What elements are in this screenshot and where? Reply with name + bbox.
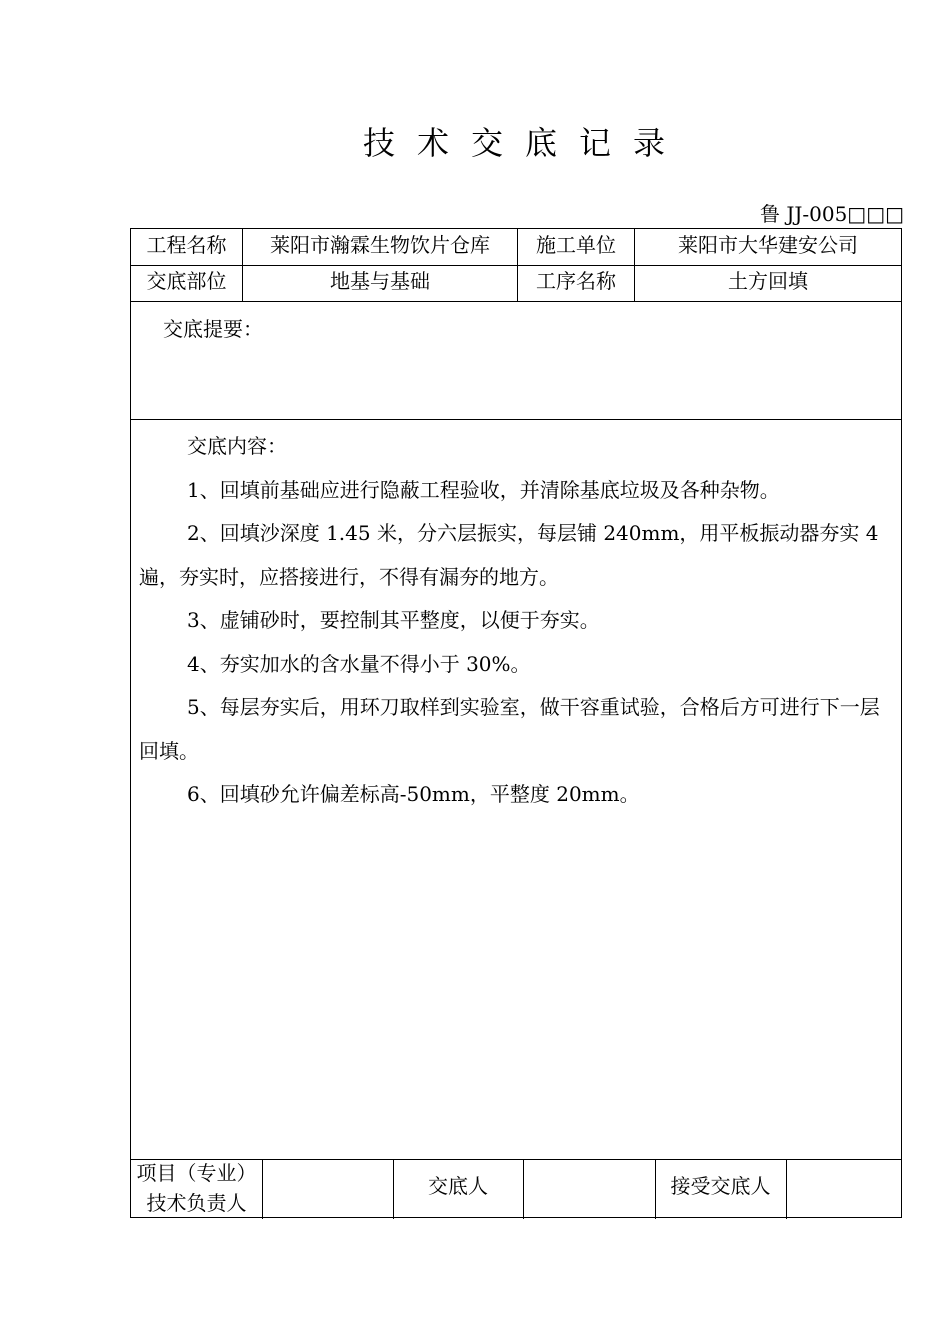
row-divider: [131, 419, 901, 420]
tech-lead-label: [131, 1158, 262, 1218]
tech-lead-signature: [262, 1174, 393, 1204]
discloser-label: 交底人: [428, 1174, 488, 1198]
receiver-signature: [786, 1174, 901, 1204]
content-item: 2、回填沙深度 1.45 米，分六层振实，每层铺 240mm，用平板振动器夯实 4 遍，夯实时，应搭接进行，不得有漏夯的地方。: [139, 521, 879, 589]
record-table: [130, 228, 902, 1218]
project-name-label: 工程名称: [146, 233, 227, 257]
content-item: 6、回填砂允许偏差标高-50mm，平整度 20mm。: [187, 782, 640, 806]
summary-label: 交底提要：: [163, 317, 263, 341]
tech-lead-label-line1: 项目（专业）: [136, 1161, 257, 1185]
content-label: 交底内容：: [187, 434, 287, 458]
location-label: 交底部位: [146, 269, 227, 293]
content-item: 4、夯实加水的含水量不得小于 30%。: [187, 651, 531, 676]
form-code: 鲁 JJ-005□□□: [759, 202, 904, 226]
content-item: 1、回填前基础应进行隐蔽工程验收，并清除基底垃圾及各种杂物。: [187, 477, 780, 502]
constructor-label: 施工单位: [536, 233, 616, 257]
project-name-value: 莱阳市瀚霖生物饮片仓库: [270, 233, 490, 257]
process-label: 工序名称: [536, 269, 616, 293]
receiver-label: 接受交底人: [670, 1174, 771, 1198]
tech-lead-label-line2: 技术负责人: [146, 1191, 247, 1215]
content-item: 3、虚铺砂时，要控制其平整度，以便于夯实。: [187, 608, 600, 632]
constructor-value: 莱阳市大华建安公司: [678, 233, 858, 257]
row-divider: [131, 301, 901, 302]
document-title: 技术交底记录: [362, 124, 687, 162]
location-value: 地基与基础: [330, 269, 430, 293]
content-item: 5、每层夯实后，用环刀取样到实验室，做干容重试验，合格后方可进行下一层回填。: [139, 695, 880, 763]
discloser-signature: [523, 1174, 655, 1204]
process-value: 土方回填: [728, 269, 808, 293]
disclosure-content: [139, 425, 893, 817]
